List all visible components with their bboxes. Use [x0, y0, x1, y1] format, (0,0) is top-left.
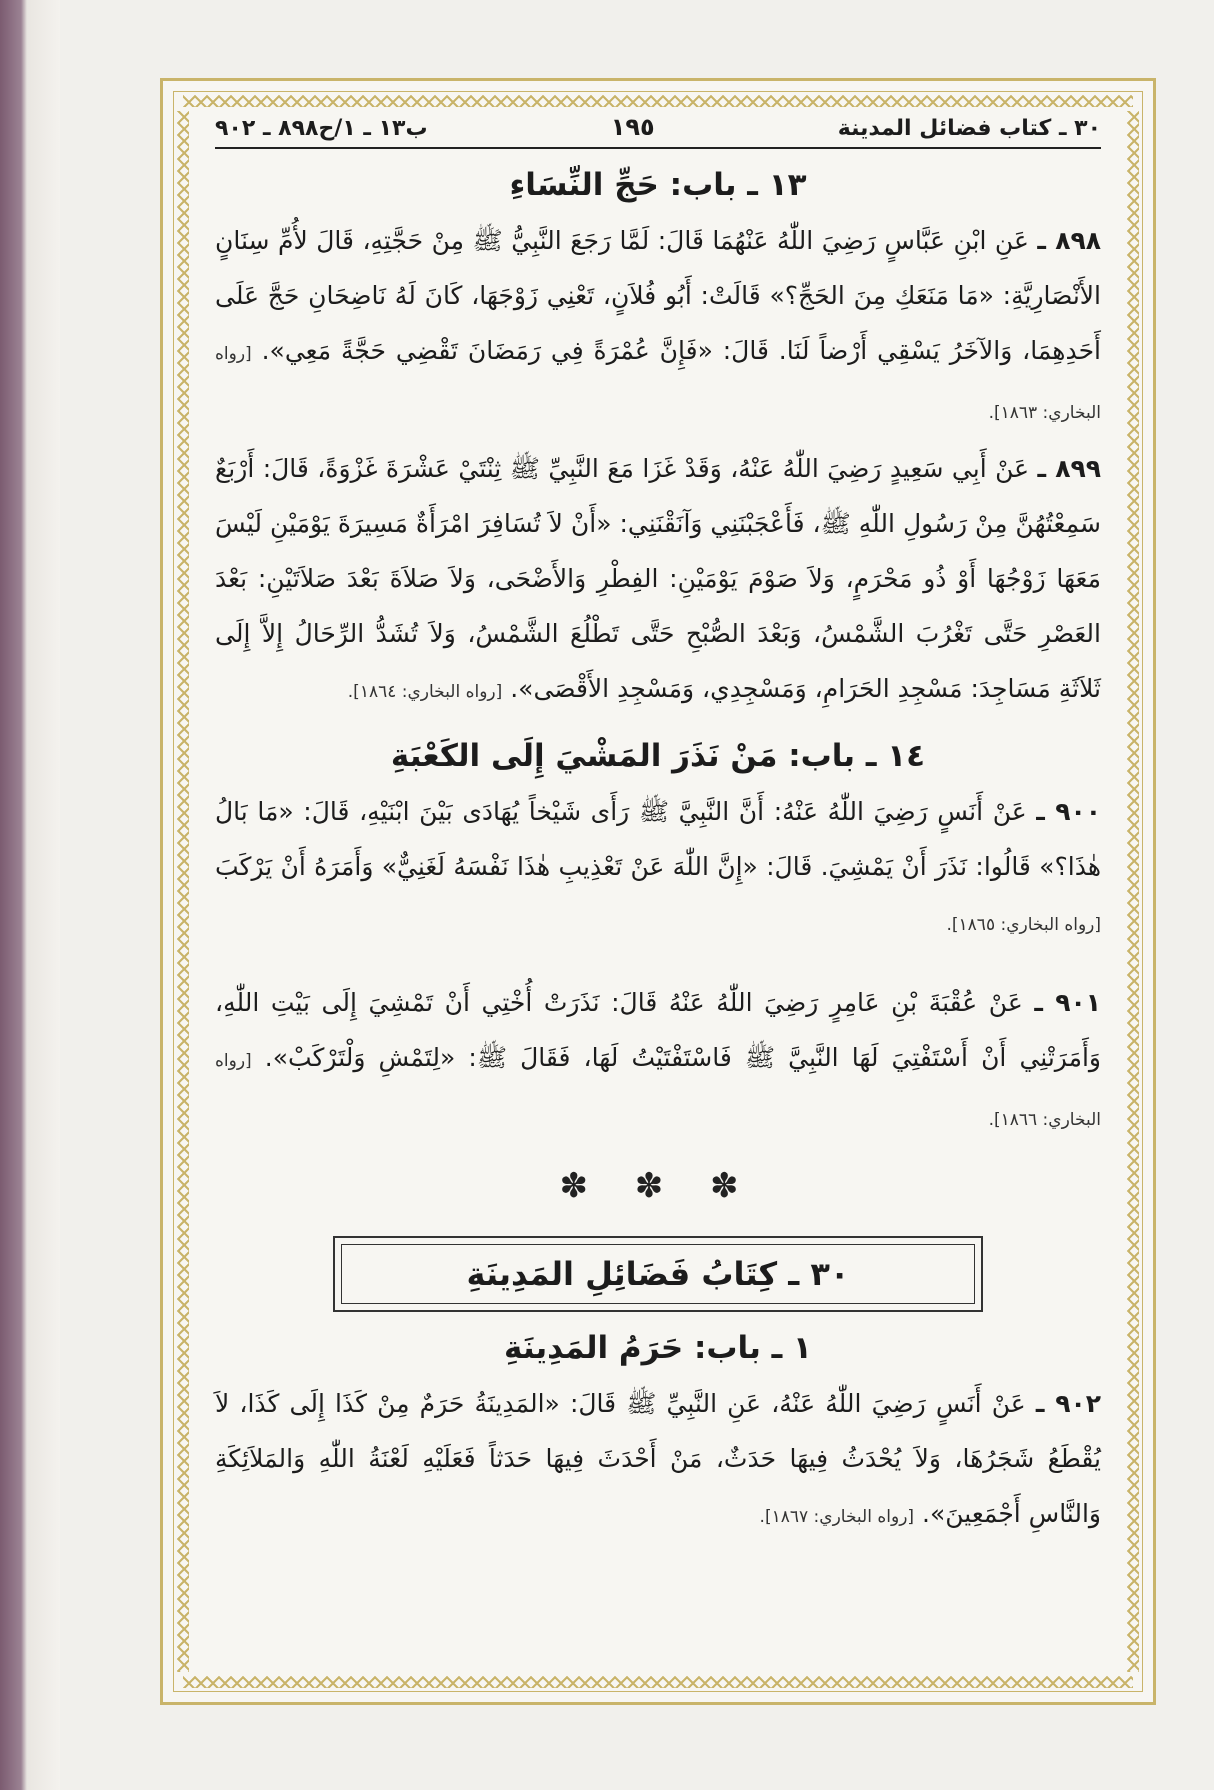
header-chapter-title: ٣٠ ـ كتاب فضائل المدينة [837, 116, 1101, 141]
zigzag-border-right [1127, 111, 1139, 1672]
hadith-reference: [رواه البخاري: ١٨٦٤]. [347, 682, 503, 702]
hadith-number: ٩٠١ ـ [1034, 988, 1101, 1017]
book-title-box [333, 1236, 983, 1312]
header-range: ب١٣ ـ ١/ح٨٩٨ ـ ٩٠٢ [215, 116, 428, 141]
book-title: ٣٠ ـ كِتَابُ فَضَائِلِ المَدِينَةِ [341, 1244, 975, 1304]
hadith-text: عَنِ ابْنِ عَبَّاسٍ رَضِيَ اللّٰهُ عَنْهُمَا قَالَ: لَمَّا رَجَعَ النَّبِيُّ ﷺ مِنْ حَجَّتِهِ، قَالَ لأُمِّ سِنَانٍ الأَنْصَارِيَّةِ: «مَا مَنَعَكِ مِنَ الحَجِّ؟» قَالَتْ: أَبُو فُلاَنٍ، تَعْنِي زَوْجَهَا، كَانَ لَهُ نَاضِحَانِ حَجَّ عَلَى أَحَدِهِمَا، وَالآخَرُ يَسْقِي أَرْضاً لَنَا. قَالَ: «فَإِنَّ عُمْرَةً فِي رَمَضَانَ تَقْضِي حَجَّةً مَعِي». [215, 226, 1102, 365]
hadith-reference: [رواه البخاري: ١٨٦٥]. [946, 915, 1101, 935]
hadith-reference: [رواه البخاري: ١٨٦٧]. [759, 1507, 915, 1527]
hadith-899 [215, 441, 1101, 720]
hadith-number: ٩٠٠ ـ [1036, 797, 1102, 826]
hadith-text: عَنْ عُقْبَةَ بْنِ عَامِرٍ رَضِيَ اللّٰهُ عَنْهُ قَالَ: نَذَرَتْ أُخْتِي أَنْ تَمْشِيَ إِلَى بَيْتِ اللّٰهِ، وَأَمَرَتْنِي أَنْ أَسْتَفْتِيَ لَهَا النَّبِيَّ ﷺ فَاسْتَفْتَيْتُ لَهَا، فَقَالَ ﷺ: «لِتَمْشِ وَلْتَرْكَبْ». [215, 988, 1101, 1072]
chapter-heading-14: ١٤ ـ باب: مَنْ نَذَرَ المَشْيَ إِلَى الكَعْبَةِ [390, 738, 926, 774]
page-content [215, 113, 1101, 1662]
hadith-text: عَنْ أَنَسٍ رَضِيَ اللّٰهُ عَنْهُ: أَنَّ النَّبِيَّ ﷺ رَأَى شَيْخاً يُهَادَى بَيْنَ ابْنَيْهِ، قَالَ: «مَا بَالُ هٰذَا؟» قَالُوا: نَذَرَ أَنْ يَمْشِيَ. قَالَ: «إِنَّ اللّٰهَ عَنْ تَعْذِيبِ هٰذَا نَفْسَهُ لَغَنِيٌّ» وَأَمَرَهُ أَنْ يَرْكَبَ [215, 797, 1101, 881]
hadith-text: عَنْ أَبِي سَعِيدٍ رَضِيَ اللّٰهُ عَنْهُ، وَقَدْ غَزَا مَعَ النَّبِيِّ ﷺ ثِنْتَيْ عَشْرَةَ غَزْوَةً، قَالَ: أَرْبَعٌ سَمِعْتُهُنَّ مِنْ رَسُولِ اللّٰهِ ﷺ، فَأَعْجَبْنَنِي وَآنَقْنَنِي: «أَنْ لاَ تُسَافِرَ امْرَأَةٌ مَسِيرَةَ يَوْمَيْنِ لَيْسَ مَعَهَا زَوْجُهَا أَوْ ذُو مَحْرَمٍ، وَلاَ صَوْمَ يَوْمَيْنِ: الفِطْرِ وَالأَضْحَى، وَلاَ صَلاَةَ بَعْدَ صَلاَتَيْنِ: بَعْدَ العَصْرِ حَتَّى تَغْرُبَ الشَّمْسُ، وَبَعْدَ الصُّبْحِ حَتَّى تَطْلُعَ الشَّمْسُ، وَلاَ تُشَدُّ الرِّحَالُ إِلاَّ إِلَى ثَلاَثَةِ مَسَاجِدَ: مَسْجِدِ الحَرَامِ، وَمَسْجِدِي، وَمَسْجِدِ الأَقْصَى». [215, 454, 1101, 703]
hadith-number: ٩٠٢ ـ [1035, 1389, 1102, 1418]
hadith-900 [215, 784, 1101, 953]
hadith-number: ٨٩٨ ـ [1037, 226, 1101, 255]
zigzag-border-left [177, 111, 189, 1672]
chapter-heading-1: ١ ـ باب: حَرَمُ المَدِينَةِ [504, 1330, 812, 1366]
hadith-902 [215, 1376, 1101, 1545]
running-header [215, 113, 1101, 149]
hadith-text: عَنْ أَنَسٍ رَضِيَ اللّٰهُ عَنْهُ، عَنِ النَّبِيِّ ﷺ قَالَ: «المَدِينَةُ حَرَمٌ مِنْ كَذَا إِلَى كَذَا، لاَ يُقْطَعُ شَجَرُهَا، وَلاَ يُحْدَثُ فِيهَا حَدَثٌ، مَنْ أَحْدَثَ فِيهَا حَدَثاً فَعَلَيْهِ لَعْنَةُ اللّٰهِ وَالمَلاَئِكَةِ وَالنَّاسِ أَجْمَعِينَ». [215, 1389, 1101, 1528]
zigzag-border-bottom [183, 1676, 1133, 1688]
page-number: ١٩٥ [610, 113, 655, 141]
hadith-898 [215, 213, 1101, 441]
hadith-901 [215, 975, 1101, 1148]
chapter-heading-13: ١٣ ـ باب: حَجِّ النِّسَاءِ [509, 167, 807, 203]
hadith-number: ٨٩٩ ـ [1037, 454, 1101, 483]
page-frame [160, 78, 1156, 1705]
section-separator: ✽ ✽ ✽ [559, 1166, 757, 1206]
hadith-reference: [رواه البخاري: ١٨٦٣]. [215, 344, 1101, 423]
book-spine-edge [0, 0, 60, 1790]
zigzag-border-top [183, 95, 1133, 107]
hadith-reference: [رواه البخاري: ١٨٦٦]. [215, 1051, 1101, 1130]
